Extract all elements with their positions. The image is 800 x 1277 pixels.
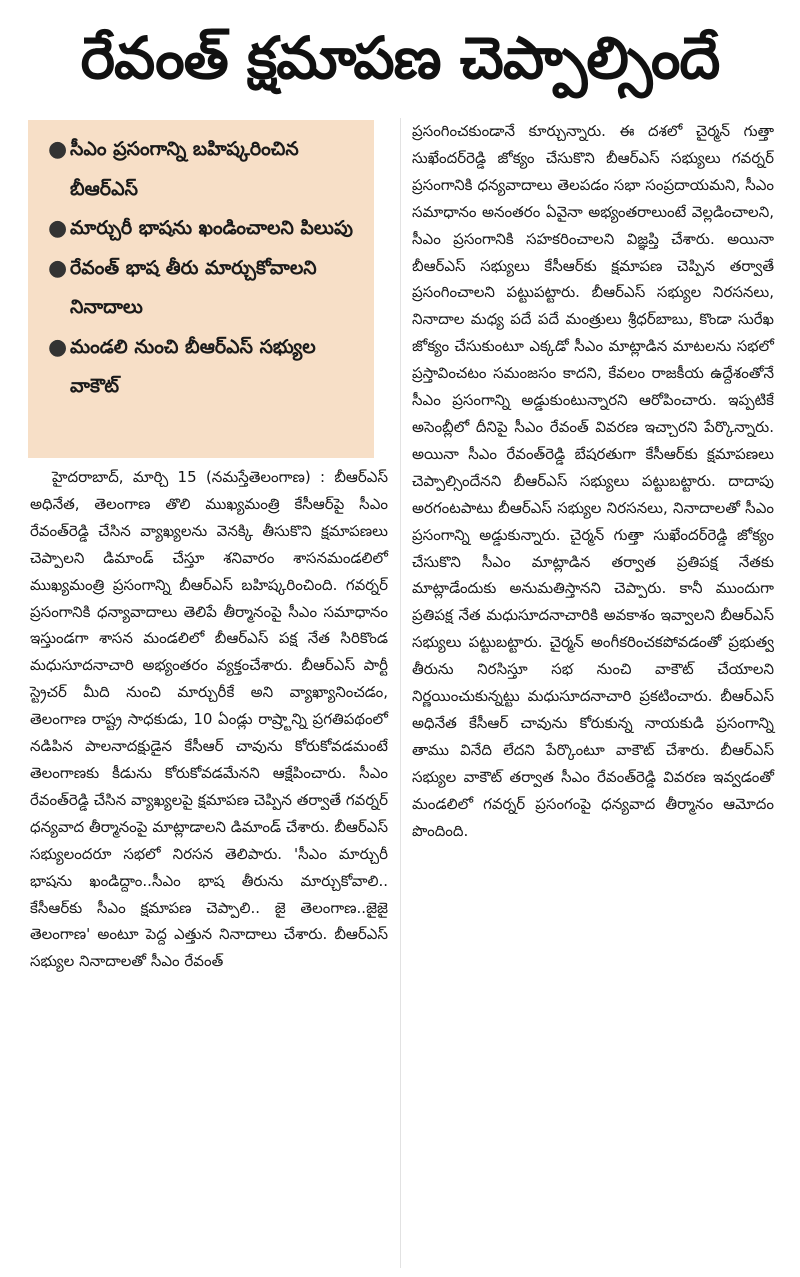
article-paragraph: ప్రసంగించకుండానే కూర్చున్నారు. ఈ దశలో చైర్మన్ గుత్తా సుఖేందర్‌రెడ్డి జోక్యం చేసుకొని బీఆర్ఎస్ సభ్యులు గవర్నర్ ప్రసంగానికి ధన్యవాదాలు తెలపడం సభా సంప్రదాయమని, సీఎం సమాధానం అనంతరం ఏవైనా అభ్యంతరాలుంటే వెల్లడించాలని, సీఎం ప్రసంగానికి సహకరించాలని విజ్ఞప్తి చేశారు. అయినా బీఆర్ఎస్ సభ్యులు కేసీఆర్‌కు క్షమాపణ చెప్పిన తర్వాతే ప్రసంగించాలని పట్టుపట్టారు. బీఆర్ఎస్ సభ్యుల నిరసనలు, నినాదాల మధ్య పదే పదే మంత్రులు శ్రీధర్‌బాబు, కొండా సురేఖ జోక్యం చేసుకుంటూ ఎక్కడో సీఎం మాట్లాడిన మాటలను సభలో ప్రస్తావించటం సమంజసం కాదని, కేవలం రాజకీయ ఉద్దేశంతోనే సీఎం ప్రసంగాన్ని అడ్డుకుంటున్నారని ఆరోపించారు. ఇప్పటికే అసెంబ్లీలో దీనిపై సీఎం రేవంత్ వివరణ ఇచ్చారని పేర్కొన్నారు. అయినా సీఎం రేవంత్‌రెడ్డి బేషరతుగా కేసీఆర్‌కు క్షమాపణలు చెప్పాల్సిందేనని బీఆర్ఎస్ సభ్యులు పట్టుబట్టారు. దాదాపు అరగంటపాటు బీఆర్ఎస్ సభ్యుల నిరసనలు, నినాదాలతో సీఎం ప్రసంగాన్ని అడ్డుకున్నారు. చైర్మన్ గుత్తా సుఖేందర్‌రెడ్డి జోక్యం చేసుకొని సీఎం మాట్లాడిన తర్వాత ప్రతిపక్ష నేతకు మాట్లాడేందుకు అనుమతిస్తానని చెప్పారు. కానీ ముందుగా ప్రతిపక్ష నేత మధుసూదనాచారికి అవకాశం ఇవ్వాలని బీఆర్ఎస్ సభ్యులు పట్టుబట్టారు. చైర్మన్ అంగీకరించకపోవడంతో ప్రభుత్వ తీరును నిరసిస్తూ సభ నుంచి వాకౌట్ చేయాలని నిర్ణయించుకున్నట్టు మధుసూదనాచారి ప్రకటించారు. బీఆర్ఎస్ అధినేత కేసీఆర్ చావును కోరుకున్న నాయకుడి ప్రసంగాన్ని తాము వినేది లేదని పేర్కొంటూ వాకౌట్ చేశారు. బీఆర్ఎస్ సభ్యుల వాకౌట్ తర్వాత సీఎం రేవంత్‌రెడ్డి వివరణ ఇవ్వడంతో మండలిలో గవర్నర్ ప్రసంగంపై ధన్యవాద తీర్మానం ఆమోదం పొందింది. [412, 122, 774, 840]
highlight-item [46, 328, 364, 407]
bullet-icon: ● [48, 255, 68, 281]
bullet-icon: ● [48, 137, 68, 162]
highlight-text: రేవంత్ భాష తీరు మార్చుకోవాలని నినాదాలు [70, 256, 317, 318]
highlight-item [46, 130, 364, 209]
article-paragraph: హైదరాబాద్, మార్చి 15 (నమస్తేతెలంగాణ) : బీఆర్ఎస్ అధినేత, తెలంగాణ తొలి ముఖ్యమంత్రి కేసీఆర్‌పై సీఎం రేవంత్‌రెడ్డి చేసిన వ్యాఖ్యలను వెనక్కి తీసుకొని క్షమాపణలు చెప్పాలని డిమాండ్ చేస్తూ శనివారం శాసనమండలిలో ముఖ్యమంత్రి ప్రసంగాన్ని బీఆర్ఎస్ బహిష్కరించింది. గవర్నర్ ప్రసంగానికి ధన్యావాదాలు తెలిపే తీర్మానంపై సీఎం సమాధానం ఇస్తుండగా శాసన మండలిలో బీఆర్ఎస్ పక్ష నేత సిరికొండ మధుసూదనాచారి అభ్యంతరం వ్యక్తంచేశారు. బీఆర్ఎస్ పార్టీ స్ట్రెచర్ మీది నుంచి మార్చురీకే అని వ్యాఖ్యానించడం, తెలంగాణ రాష్ట్ర సాధకుడు, 10 ఏండ్లు రాష్ర్టాన్ని ప్రగతిపథంలో నడిపిన పాలనాదక్షుడైన కేసీఆర్ చావును కోరుకోవడమంటే తెలంగాణకు కీడును కోరుకోవడమేనని ఆక్షేపించారు. సీఎం రేవంత్‌రెడ్డి చేసిన వ్యాఖ్యలపై క్షమాపణ చెప్పిన తర్వాతే గవర్నర్ ధన్యవాద తీర్మానంపై మాట్లాడాలని డిమాండ్ చేశారు. బీఆర్ఎస్ సభ్యులందరూ సభలో నిరసన తెలిపారు. 'సీఎం మార్చురీ భాషను ఖండిద్దాం..సీఎం భాష తీరును మార్చుకోవాలి.. కేసీఆర్‌కు సీఎం క్షమాపణ చెప్పాలి.. జై తెలంగాణ..జైజై తెలంగాణ' అంటూ పెద్ద ఎత్తున నినాదాలు చేశారు. బీఆర్ఎస్ సభ్యుల నినాదాలతో సీఎం రేవంత్ [30, 468, 388, 971]
highlight-text: మార్చురీ భాషను ఖండించాలని పిలుపు [70, 217, 353, 239]
highlights-box [28, 120, 374, 458]
headline: రేవంత్ క్షమాపణ చెప్పాల్సిందే [80, 24, 720, 92]
article-column-right [412, 118, 774, 1268]
highlight-item [46, 249, 364, 328]
highlight-text: మండలి నుంచి బీఆర్ఎస్ సభ్యుల వాకౌట్ [70, 335, 316, 397]
column-divider [400, 118, 401, 1268]
highlight-text: సీఎం ప్రసంగాన్ని బహిష్కరించిన బీఆర్ఎస్ [70, 138, 299, 200]
bullet-icon: ● [48, 334, 68, 360]
bullet-icon: ● [48, 216, 68, 241]
highlight-item [46, 209, 364, 249]
article-column-left [30, 464, 388, 1264]
